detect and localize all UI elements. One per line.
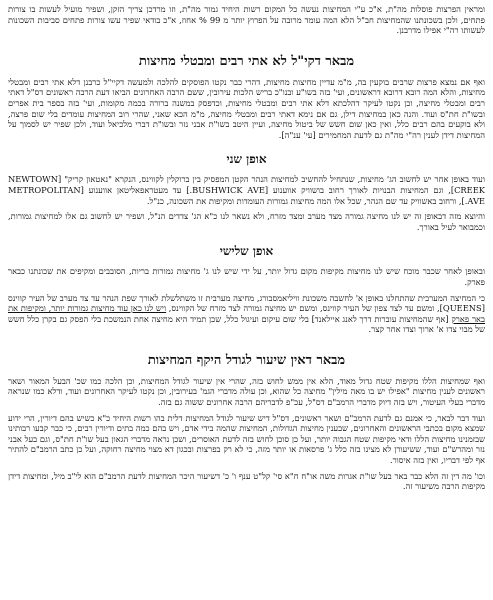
intro-paragraph: ומראין הפרצות פוסלות מה"ת, א"כ ע"י המחיצות נעשה כל המקום רשות היחיד גמור מה"ת, וזו מרדכן צריך הזקן, ושפיר מועיל לעשות בו צורות פתחים, ולכן בשכונתנו שהמחיצות חב"ל הלא המה עומד מרובה על הפרוץ יותר מ 99 % אחוז, א"כ בודאי שפיר עשו צורות פתחים סביבות השכונות לעשותו רה"י אפילו מדרבנן. bbox=[8, 4, 485, 36]
section3-paragraph-1: ובאופן לאחר שכבר מוכח שיש לנו מחיצות מקיפות מקום גדול יותר, על ידי שיש לנו ג' מחיצות גמורות בריות, הסובבים ומקיפים את שכונתנו כבאר פארק. bbox=[8, 266, 485, 287]
section4-paragraph-2: ועוד דבר לבאר, כי אמנם גם לדעת הרמב"ם ושאר ראשונים, דס"ל דיש שיעור לגודל המחיצות דלית בהו רשות היחיד כ"א כשיש בהם דיורין, הרי ידוע שמצא מקום בכתבי הראשונים והאחרונים, שבענין מחיצות הגדולות, המחיצות שהמה בידי אדם, ויש בהם כמה בתים ודיורין רבים, כי כבר קבעו רבותינו שבזמנינו מחיצות הללו ודאי מקיפות שטח הגבוה יותר, ועל כן סוכן לחוש בזה לדעת האוסרים, ושכן נראה מדברי הגאון בעל שו"ת חת"ס, וגם בעל אבני נזר ומהרש"ם ועוד, ששיעורן לא מצינו בזה כלל ג' פרסאות או יותר מזה, כי לא רק בפרצות ובכגון דא מצוי מחיצה רחוקה, ועל כן כתב הרמב"ם להתיר אף לפי דבריו, ואין בזה איסור. bbox=[8, 412, 485, 466]
section4-paragraph-3: וכו' מה דין זה הלא כבר באר בעל שו"ת אגרות משה או"ח ח"א סי' קל"ט ענף ו' כ' דשיעור היכר המחיצות לדעת הרמב"ם הוא לי"ב מיל, ומחיצות דידן מקיפות הרבה משיעור זה. bbox=[8, 470, 485, 492]
section2-paragraph-1: ועוד באופן אחר יש לחשוב הג' מחיצות, שנתחיל להחשיב למחיצות הנהר הקטן המפסיק בין ברוקלין לקווינס, הנקרא "נאטאון קריק" [NEWTOWN CREEK], וגם המחיצות הבנויות לאורך רחוב בושוויק אווענוע [BUSHWICK AVE.] עד מעטראפאליטאן אווענוע [METROPOLITAN AVE.], ורחוב באשוויק עד שם הנהר, שכל אלו המה מחיצות גמורות העומדות ומקיפות את השכונה, כנ"ל. bbox=[8, 174, 485, 206]
section2-paragraph-2: והיוצא מזה דבאופן זה יש לנו מחיצה גמורה מצד מערב ומצד מזרח, ולא נשאר לנו כ"א הג' צדדים הנ"ל, ושפיר יש לחשוב גם אלו למחיצות גמורות, וכמבואר לעיל באורך. bbox=[8, 211, 485, 232]
section3-paragraph-2: כי המחיצה המערבית שהתחלנו באופן א' לחשבה משכונת וויליאמסבורג, מחיצה מערבית זו משתלשלת לאורך שפת הנהר עד צד מערב של העיר קווינס [QUEENS], ומשם עד לצד צפון של העיר קווינס, ומשם יש מחיצה גמורה לצד מזרח של הקווינס, ויש לנו כאן עוד מחיצות גמורות יותר, ומקיפות את באר פארק [אף שהמחיצות עוברות דרך לאנג איילאנד] בלי שום עיקום ועיגול כלל, שכן תמיד היא מחיצה אחת הנמשכת בלי הפסק גם בקרן כלל חשש של מבוי צדו א' ארוך וצדו אחר קצר. bbox=[8, 292, 485, 335]
section-heading-third-way: אופן שלישי bbox=[219, 244, 274, 259]
section-heading-mechitzos: מבאר דקי"ל לא אתי רבים ומבטלי מחיצות bbox=[138, 53, 355, 69]
section-heading-no-size-limit: מבאר דאין שיעור לגודל היקף המחיצות bbox=[147, 352, 346, 368]
section1-paragraph: ואף אם נמצא פרצות שרבים בוקעין בה, מ"מ עדיין מחיצות מחיצות, דהרי כבר נקטו הפוסקים להלכה ולמעשה דקיי"ל כרבנן דלא אתי רבים ומבטלי מחיצות, והלא המה רובא דרובא דראשונים, ועי' בזה בשו"ע ובנו"כ בריש הלכות עירובין, ששם הרבה האחרונים הביאו דעת הרבה ראשונים דס"ל דאתי רבים ומבטלי מחיצה, וכן נקטו לעיקר דהלכתא דלא אתי רבים ומבטלי מחיצות, וכדפסק במשנה ברורה בכמה מקומות, ועי' בזה בספר בית אפרים ובשו"ת חת"ס ועוד. והנה כאן במחיצות דילן, גם אם נימא דאתי רבים ומבטלי מחיצה, מ"מ הכא שאני, שהרי רוב המחיצות עומדים בלי שום פרצה, ולא בוקעים בהם רבים כלל, ואין כאן שום חשש של ביטול מחיצה, ועיין היטב בשו"ת אבני נזר ובשו"ת דברי מלכיאל ועוד, ולכן שפיר יש לסמוך על המחיצות דידן לענין רה"י מה"ת גם לדעת המחמירים [עי' ענ"ה]. bbox=[8, 76, 485, 140]
section-heading-second-way: אופן שני bbox=[226, 152, 267, 167]
section4-paragraph-1: ואף שמחיצות הללו מקיפות שטח גדול מאוד, הלא אין ממש לחוש בזה, שהרי אין שיעור לגודל המחיצות, וכן הלכה כמו שכ' הבעל המאור ושאר ראשונים לענין מחיצות "אפילו יש בו מאה מילין" מחיצה כל שהוא, וכן עולה מדברי הגמ' בעירובין, וכן נקטו לעיקר האחרונים ועוד, ודלא כמו שנראה מדברי בעלי העיטור, ויש בזה דיוק מדברי הרמב"ם דס"ל, עכ"פ לדבריהם הרבה אחרונים ששוה גם בזה. bbox=[8, 375, 485, 408]
